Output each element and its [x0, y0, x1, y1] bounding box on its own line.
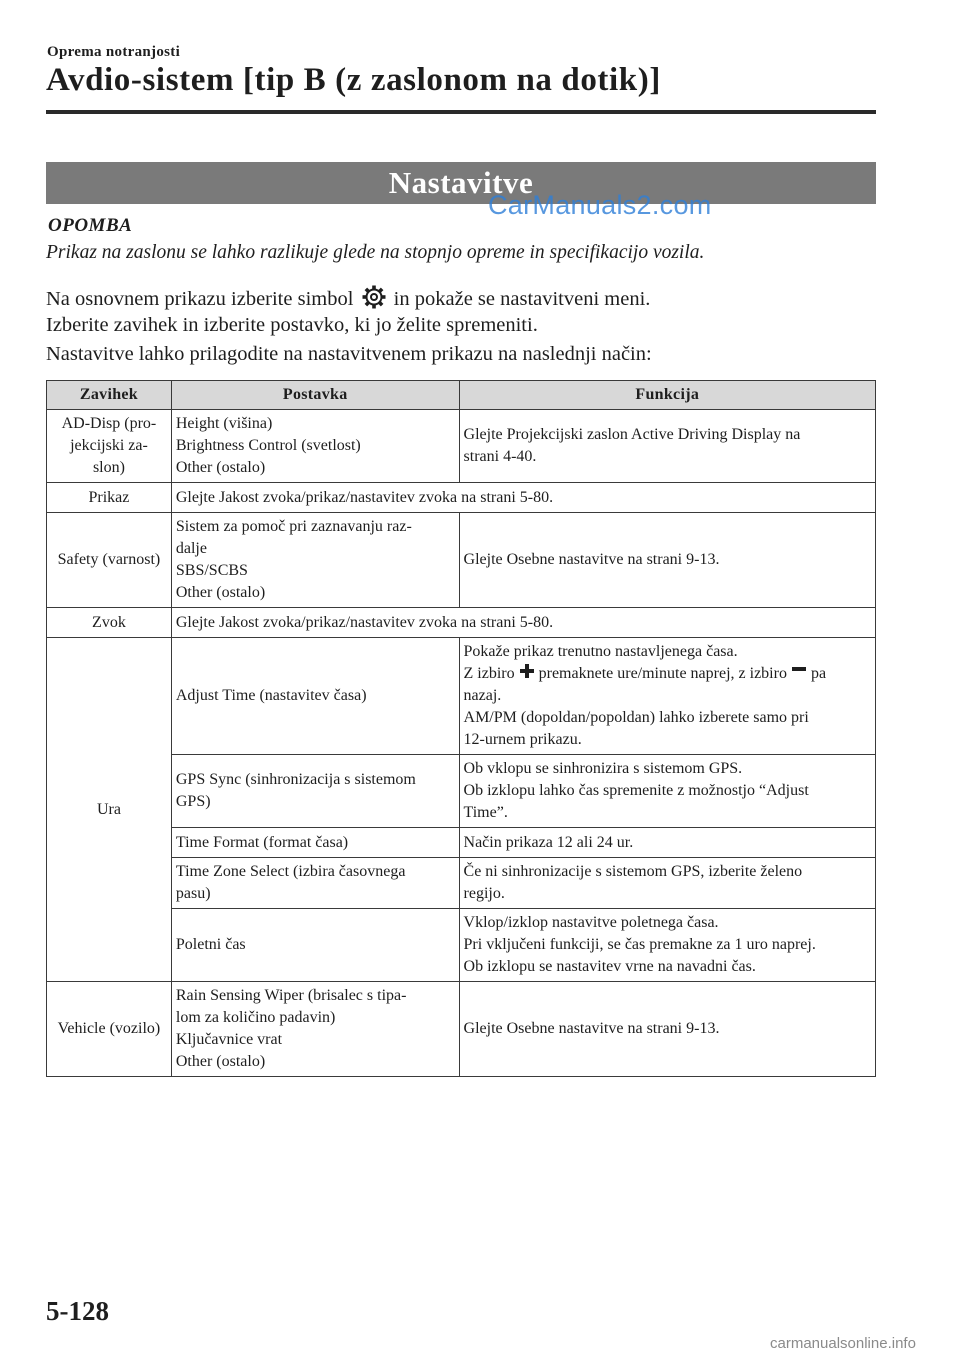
- function-cell: [459, 909, 875, 982]
- tab-cell: Prikaz: [47, 483, 172, 513]
- cell-text: pa: [810, 665, 827, 682]
- table-row: [47, 483, 876, 513]
- cell-line: Rain Sensing Wiper (brisalec s tipa-: [175, 987, 407, 1004]
- minus-icon: [791, 663, 807, 679]
- cell-line: AD-Disp (pro-: [61, 415, 157, 432]
- cell-line: Vklop/izklop nastavitve poletnega časa.: [463, 914, 719, 931]
- cell-line: Pokaže prikaz trenutno nastavljenega časa.: [463, 643, 738, 660]
- cell-line: jekcijski za-: [70, 437, 148, 454]
- table-row: [47, 828, 876, 858]
- item-cell: [171, 858, 459, 909]
- cell-line: Ključavnice vrat: [175, 1031, 283, 1048]
- table-header-row: [47, 381, 876, 410]
- table-row: [47, 608, 876, 638]
- section-label: Oprema notranjosti: [47, 44, 181, 60]
- cell-text: premaknete ure/minute naprej, z izbiro: [538, 665, 787, 682]
- plus-icon: [519, 663, 535, 679]
- table-row: [47, 410, 876, 483]
- header-item: Postavka: [171, 381, 459, 410]
- intro-line-1-end: in pokaže se nastavitveni meni.: [393, 288, 651, 310]
- cell-line: nazaj.: [463, 687, 502, 704]
- cell-line: AM/PM (dopoldan/popoldan) lahko izberete samo pri: [463, 709, 809, 726]
- cell-line: Time”.: [463, 804, 508, 821]
- cell-line: Ob izklopu lahko čas spremenite z možnostjo “Adjust: [463, 782, 809, 799]
- tab-cell: Safety (varnost): [47, 513, 172, 608]
- item-cell: [171, 513, 459, 608]
- cell-line: dalje: [175, 540, 207, 557]
- intro-line-1: [46, 284, 650, 311]
- intro-line-2: Izberite zavihek in izberite postavko, ki jo želite spremeniti.: [46, 314, 538, 336]
- watermark: CarManuals2.com: [488, 190, 712, 220]
- tab-cell: [47, 410, 172, 483]
- cell-line: lom za količino padavin): [175, 1009, 336, 1026]
- tab-cell: Ura: [47, 638, 172, 982]
- function-cell: [459, 858, 875, 909]
- cell-line: Pri vključeni funkciji, se čas premakne za 1 uro naprej.: [463, 936, 816, 953]
- function-cell: Glejte Jakost zvoka/prikaz/nastavitev zvoka na strani 5-80.: [171, 483, 875, 513]
- function-cell: Glejte Osebne nastavitve na strani 9-13.: [459, 513, 875, 608]
- tab-cell: Vehicle (vozilo): [47, 982, 172, 1077]
- gear-icon: [361, 284, 387, 310]
- intro-line-1-start: Na osnovnem prikazu izberite simbol: [46, 288, 354, 310]
- item-cell: [171, 755, 459, 828]
- cell-line: 12-urnem prikazu.: [463, 731, 582, 748]
- header-tab: Zavihek: [47, 381, 172, 410]
- header-function: Funkcija: [459, 381, 875, 410]
- function-cell: Način prikaza 12 ali 24 ur.: [459, 828, 875, 858]
- intro-line-3: Nastavitve lahko prilagodite na nastavitvenem prikazu na naslednji način:: [46, 343, 652, 365]
- page-number: 5-128: [46, 1296, 109, 1326]
- cell-line: Sistem za pomoč pri zaznavanju raz-: [175, 518, 412, 535]
- cell-line: Other (ostalo): [175, 459, 266, 476]
- cell-line: Ob vklopu se sinhronizira s sistemom GPS.: [463, 760, 743, 777]
- function-cell: Glejte Jakost zvoka/prikaz/nastavitev zvoka na strani 5-80.: [171, 608, 875, 638]
- table-row: [47, 982, 876, 1077]
- cell-line: pasu): [175, 885, 211, 902]
- cell-line: GPS): [175, 793, 211, 810]
- note-heading: OPOMBA: [48, 215, 133, 236]
- item-cell: Time Format (format časa): [171, 828, 459, 858]
- tab-cell: Zvok: [47, 608, 172, 638]
- settings-table: [46, 380, 876, 1077]
- cell-line: Brightness Control (svetlost): [175, 437, 361, 454]
- function-cell: [459, 755, 875, 828]
- cell-text: Z izbiro: [463, 665, 515, 682]
- cell-line: Height (višina): [175, 415, 273, 432]
- cell-line: Time Zone Select (izbira časovnega: [175, 863, 406, 880]
- table-row: [47, 755, 876, 828]
- table-row: [47, 513, 876, 608]
- table-row: [47, 858, 876, 909]
- section-banner: Nastavitve: [46, 162, 876, 204]
- cell-line: SBS/SCBS: [175, 562, 248, 579]
- function-cell: [459, 638, 875, 755]
- item-cell: Adjust Time (nastavitev časa): [171, 638, 459, 755]
- function-cell: Glejte Osebne nastavitve na strani 9-13.: [459, 982, 875, 1077]
- cell-line: [464, 663, 871, 685]
- cell-line: Če ni sinhronizacije s sistemom GPS, izberite želeno: [463, 863, 803, 880]
- item-cell: Poletni čas: [171, 909, 459, 982]
- function-cell: [459, 410, 875, 483]
- footer-site-watermark: carmanualsonline.info: [770, 1335, 916, 1352]
- cell-line: slon): [92, 459, 125, 476]
- cell-line: Other (ostalo): [175, 1053, 266, 1070]
- cell-line: strani 4-40.: [463, 448, 537, 465]
- cell-line: Other (ostalo): [175, 584, 266, 601]
- chapter-title: Avdio-sistem [tip B (z zaslonom na dotik)]: [46, 62, 661, 98]
- note-text: Prikaz na zaslonu se lahko razlikuje glede na stopnjo opreme in specifikacijo vozila.: [46, 242, 705, 263]
- chapter-divider: [46, 110, 876, 114]
- cell-line: Glejte Projekcijski zaslon Active Driving Display na: [463, 426, 801, 443]
- table-row: [47, 638, 876, 755]
- table-row: [47, 909, 876, 982]
- cell-line: Ob izklopu se nastavitev vrne na navadni čas.: [463, 958, 756, 975]
- item-cell: [171, 982, 459, 1077]
- cell-line: regijo.: [463, 885, 505, 902]
- item-cell: [171, 410, 459, 483]
- cell-line: GPS Sync (sinhronizacija s sistemom: [175, 771, 416, 788]
